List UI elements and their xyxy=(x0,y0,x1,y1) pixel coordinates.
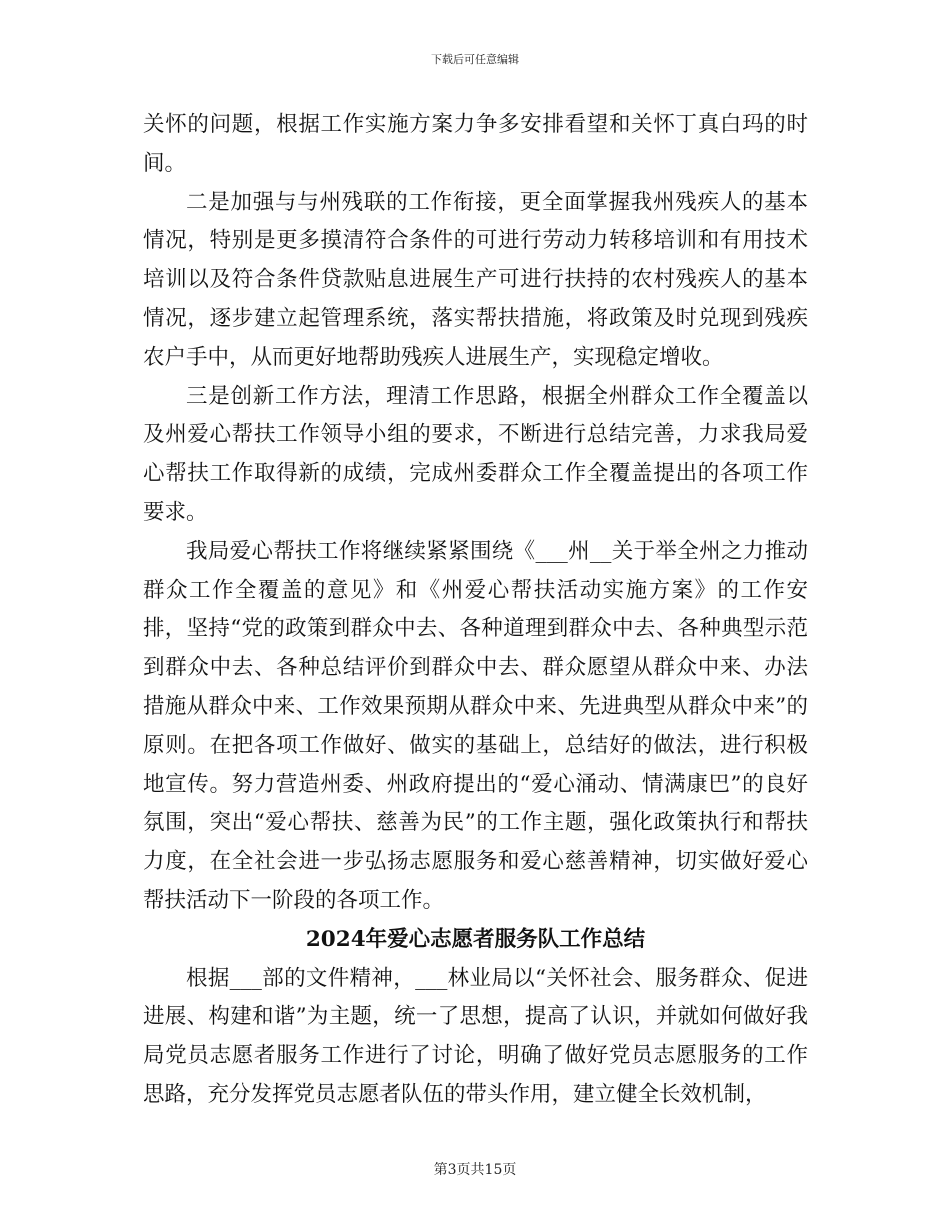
document-body xyxy=(143,106,808,1115)
page-number: 第3页共15页 xyxy=(433,1162,517,1178)
paragraph-item-two: 二是加强与与州残联的工作衔接，更全面掌握我州残疾人的基本情况，特别是更多摸清符合条件的可进行劳动力转移培训和有用技术培训以及符合条件贷款贴息进展生产可进行扶持的农村残疾人的基本情况，逐步建立起管理系统，落实帮扶措施，将政策及时兑现到残疾农户手中，从而更好地帮助残疾人进展生产，实现稳定增收。 xyxy=(143,189,808,370)
section-paragraph: 根据___部的文件精神，___林业局以“关怀社会、服务群众、促进进展、构建和谐”为主题，统一了思想，提高了认识，并就如何做好我局党员志愿者服务工作进行了讨论，明确了做好党员志愿服务的工作思路，充分发挥党员志愿者队伍的带头作用，建立健全长效机制， xyxy=(143,965,808,1107)
paragraph-conclusion: 我局爱心帮扶工作将继续紧紧围绕《___州__关于举全州之力推动群众工作全覆盖的意见》和《州爱心帮扶活动实施方案》的工作安排，坚持“党的政策到群众中去、各种道理到群众中去、各种典型示范到群众中去、各种总结评价到群众中去、群众愿望从群众中来、办法措施从群众中来、工作效果预期从群众中来、先进典型从群众中来”的原则。在把各项工作做好、做实的基础上，总结好的做法，进行积极地宣传。努力营造州委、州政府提出的“爱心涌动、情满康巴”的良好氛围，突出“爱心帮扶、慈善为民”的工作主题，强化政策执行和帮扶力度，在全社会进一步弘扬志愿服务和爱心慈善精神，切实做好爱心帮扶活动下一阶段的各项工作。 xyxy=(143,538,808,913)
section-title: 2024年爱心志愿者服务队工作总结 xyxy=(305,926,646,952)
page-header: 下载后可任意编辑 xyxy=(431,53,519,66)
paragraph-continuation: 关怀的问题，根据工作实施方案力争多安排看望和关怀丁真白玛的时间。 xyxy=(143,112,808,176)
paragraph-item-three: 三是创新工作方法，理清工作思路，根据全州群众工作全覆盖以及州爱心帮扶工作领导小组的要求，不断进行总结完善，力求我局爱心帮扶工作取得新的成绩，完成州委群众工作全覆盖提出的各项工作要求。 xyxy=(143,383,808,525)
